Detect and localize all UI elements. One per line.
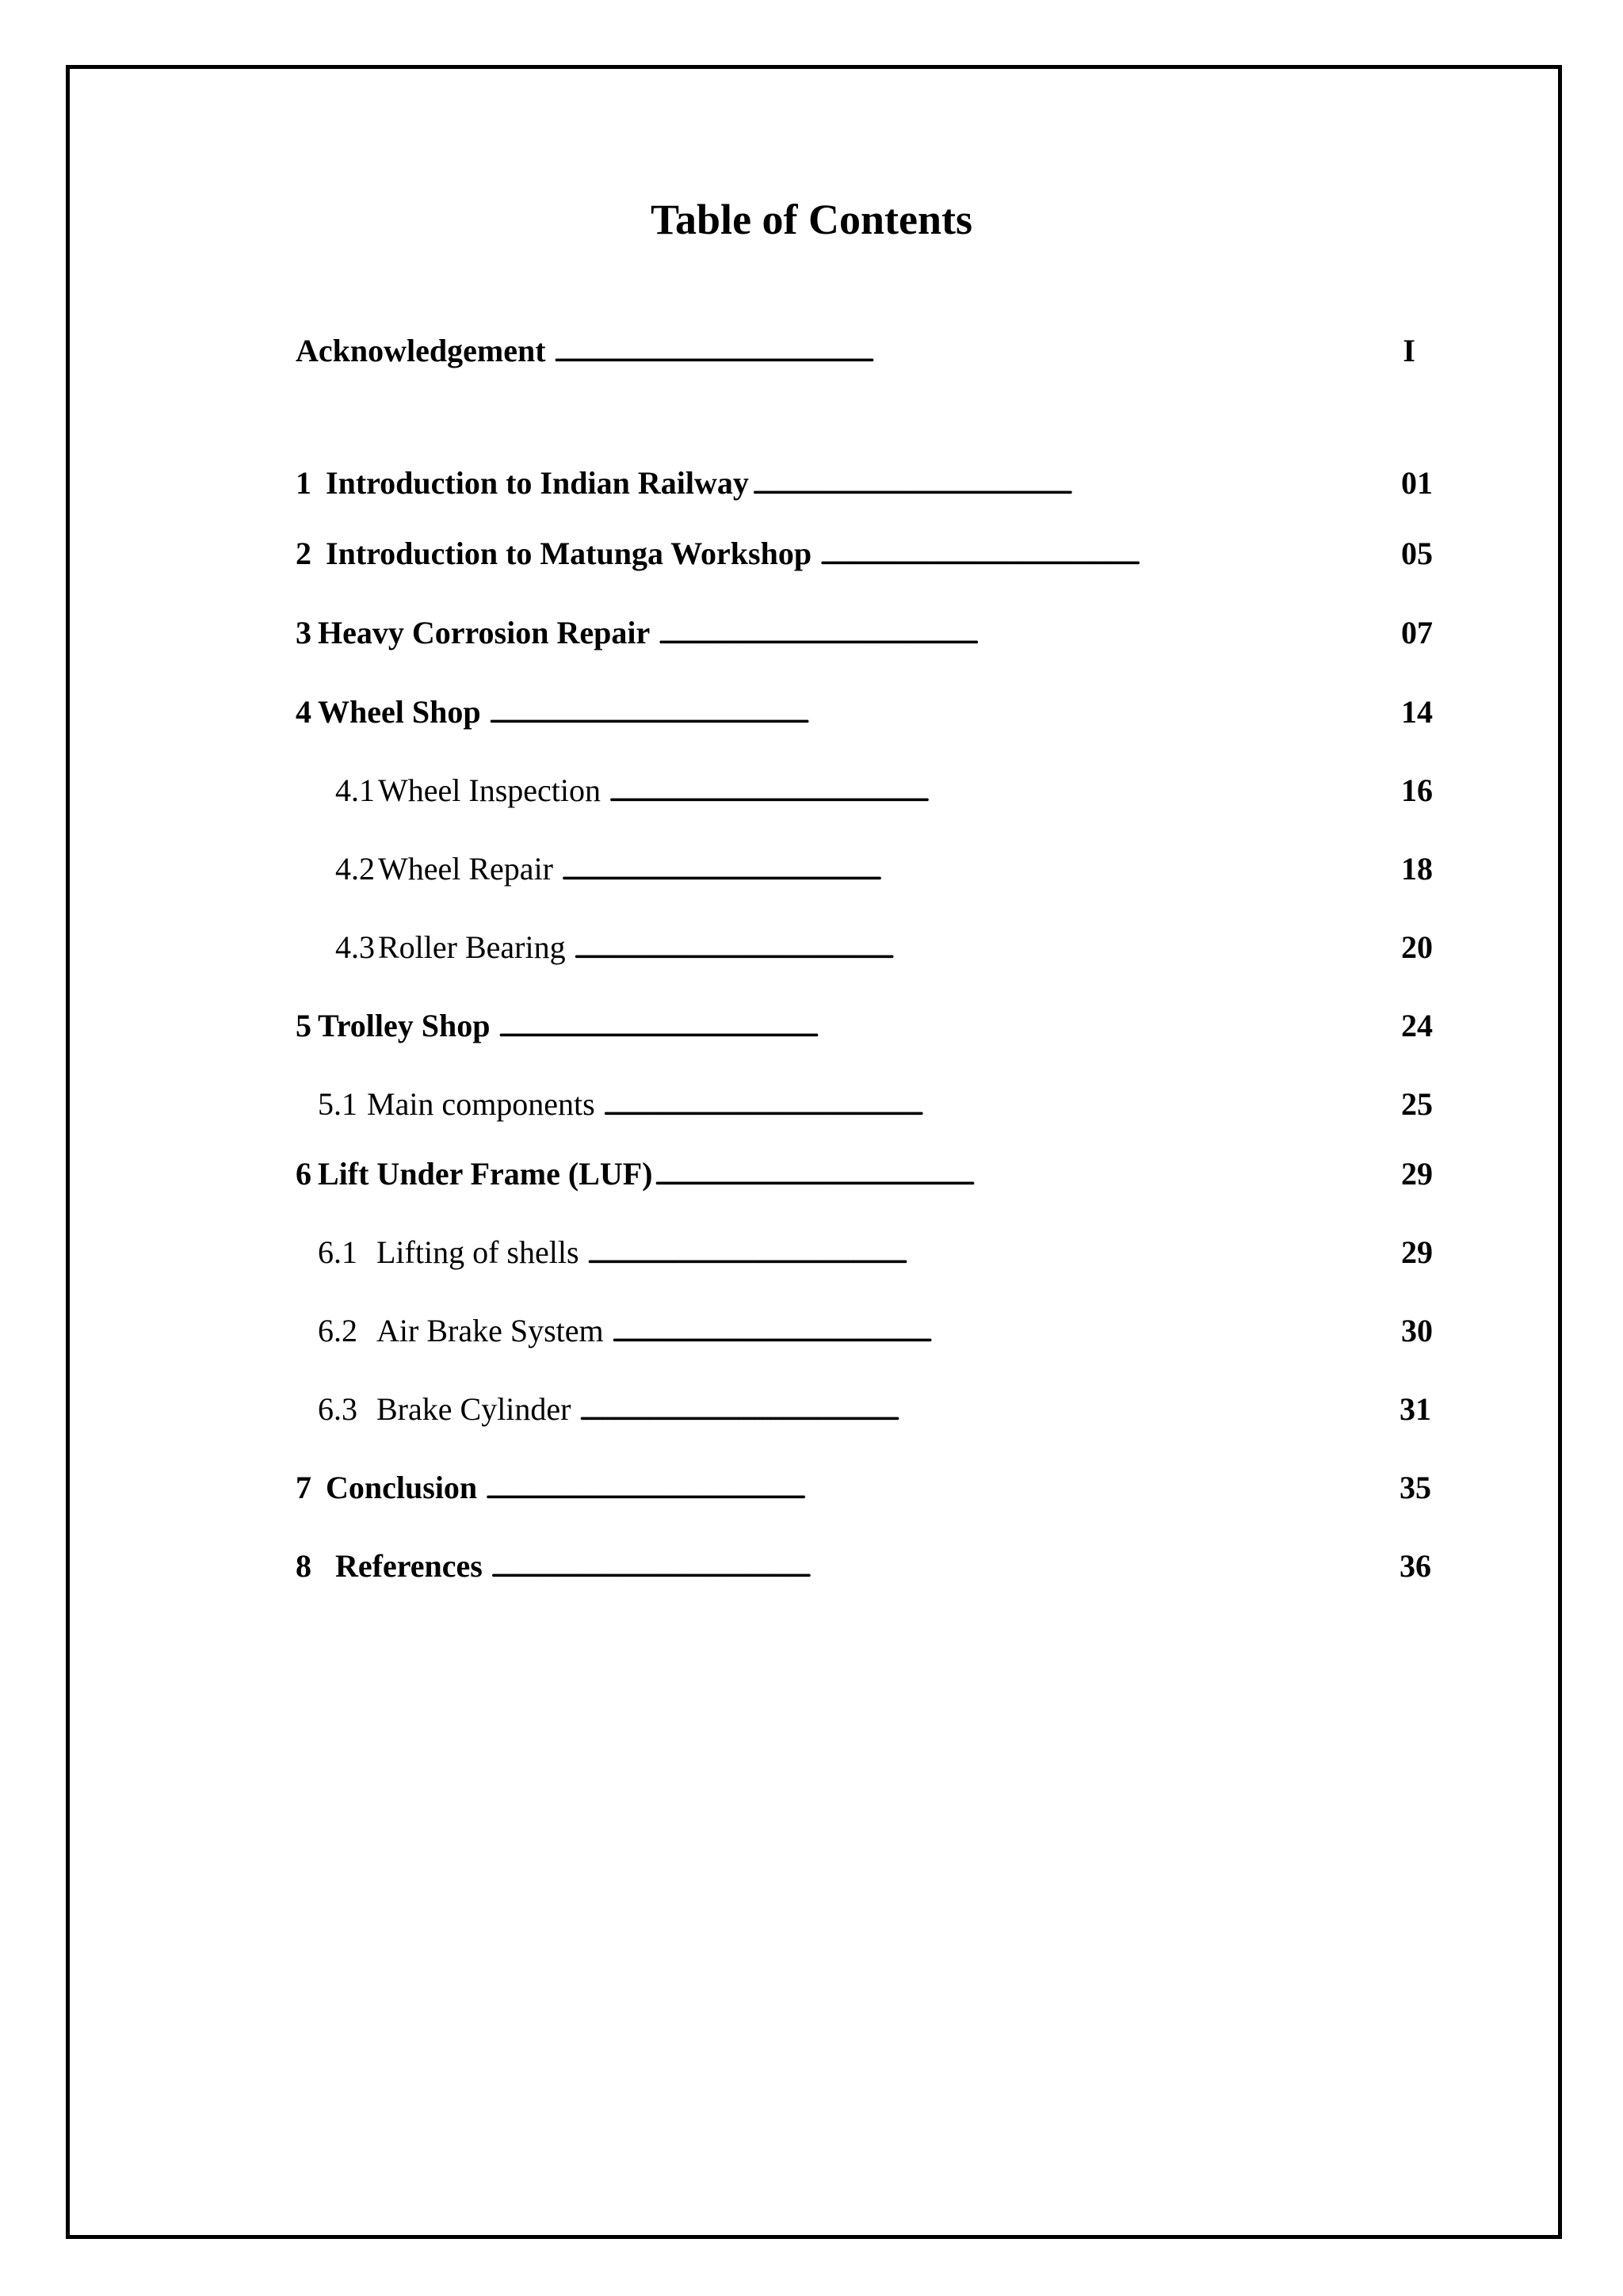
toc-entry-3[interactable] (296, 609, 1394, 657)
toc-page-number: 31 (1400, 1391, 1431, 1427)
toc-entry-text: Conclusion (326, 1470, 478, 1505)
toc-leader-dots (819, 530, 1394, 578)
toc-leader-dots (489, 688, 1389, 736)
toc-entry-4-2[interactable] (335, 845, 1350, 893)
toc-entry-number: 6.3 (318, 1391, 357, 1427)
toc-entry-6-3[interactable] (318, 1386, 1389, 1433)
toc-leader-dots (485, 1464, 1367, 1512)
toc-entry-number: 6 (296, 1156, 311, 1192)
toc-entry-5[interactable] (296, 1002, 1378, 1050)
toc-entry-text: Lift Under Frame (LUF) (318, 1156, 653, 1192)
toc-page-number: 20 (1401, 929, 1433, 965)
toc-entry-text: Wheel Inspection (378, 772, 601, 808)
toc-entry-text: References (335, 1548, 483, 1584)
toc-page-number: 29 (1401, 1156, 1433, 1192)
toc-entry-number: 4.2 (335, 851, 375, 887)
toc-page-number: 14 (1401, 694, 1433, 730)
toc-entry-6-2[interactable] (318, 1307, 1361, 1355)
toc-leader-dots (587, 1229, 1364, 1276)
toc-entry-4-1[interactable] (335, 767, 1389, 814)
toc-entry-acknowledgement[interactable] (296, 327, 1389, 375)
toc-page-number: 36 (1400, 1548, 1431, 1584)
toc-entry-4-3[interactable] (335, 924, 1386, 971)
toc-page-number: 16 (1401, 772, 1433, 808)
toc-leader-dots (554, 327, 1389, 375)
toc-entry-number: 4 (296, 694, 311, 730)
toc-entry-6-1[interactable] (318, 1229, 1364, 1276)
toc-entry-text: Wheel Repair (378, 851, 553, 887)
toc-entry-text: Roller Bearing (378, 929, 566, 965)
toc-leader-dots (658, 609, 1394, 657)
toc-entry-number: 5 (296, 1008, 311, 1043)
toc-leader-dots (498, 1002, 1378, 1050)
toc-leader-dots (579, 1386, 1390, 1433)
toc-entry-number: 4.1 (335, 772, 375, 808)
toc-entry-8[interactable] (296, 1543, 1364, 1590)
toc-entry-text: Trolley Shop (318, 1008, 491, 1043)
toc-page-number: 24 (1401, 1008, 1433, 1043)
toc-entry-1[interactable] (296, 460, 1365, 507)
toc-page-number: I (1403, 333, 1415, 368)
toc-entry-text: Heavy Corrosion Repair (318, 615, 651, 650)
toc-page-number: 05 (1401, 536, 1433, 571)
toc-leader-dots (491, 1543, 1364, 1590)
toc-page-number: 30 (1401, 1313, 1433, 1348)
toc-page-number: 29 (1401, 1234, 1433, 1270)
toc-leader-dots (655, 1150, 1371, 1198)
toc-entry-number: 1 (296, 465, 311, 501)
toc-entry-text: Lifting of shells (376, 1234, 579, 1270)
toc-page-number: 35 (1400, 1470, 1431, 1505)
toc-page-number: 25 (1401, 1086, 1433, 1122)
toc-entry-text: Air Brake System (376, 1313, 604, 1348)
toc-entry-text: Introduction to Indian Railway (326, 465, 749, 501)
toc-entry-number: 7 (296, 1470, 311, 1505)
toc-entry-5-1[interactable] (318, 1081, 1361, 1128)
toc-entry-number: 8 (296, 1548, 311, 1584)
toc-entry-number: 6.1 (318, 1234, 357, 1270)
toc-page-number: 01 (1401, 465, 1433, 501)
toc-entry-2[interactable] (296, 530, 1394, 578)
toc-leader-dots (609, 767, 1389, 814)
toc-leader-dots (561, 845, 1350, 893)
toc-entry-number: 5.1 (318, 1086, 357, 1122)
toc-entry-number: 2 (296, 536, 311, 571)
toc-entry-text: Wheel Shop (318, 694, 481, 730)
toc-entry-number: 3 (296, 615, 311, 650)
toc-page-number: 07 (1401, 615, 1433, 650)
toc-entry-text: Introduction to Matunga Workshop (326, 536, 812, 571)
toc-entry-text: Acknowledgement (296, 333, 546, 368)
toc-leader-dots (752, 460, 1365, 507)
toc-entry-number: 4.3 (335, 929, 375, 965)
toc-entry-number: 6.2 (318, 1313, 357, 1348)
toc-leader-dots (612, 1307, 1361, 1355)
toc-leader-dots (574, 924, 1386, 971)
toc-leader-dots (603, 1081, 1361, 1128)
toc-page-number: 18 (1401, 851, 1433, 887)
toc-entry-6[interactable] (296, 1150, 1370, 1198)
toc-entry-text: Main components (367, 1086, 595, 1122)
toc-entry-7[interactable] (296, 1464, 1367, 1512)
toc-entry-text: Brake Cylinder (376, 1391, 571, 1427)
page-title: Table of Contents (650, 196, 973, 243)
toc-entry-4[interactable] (296, 688, 1389, 736)
